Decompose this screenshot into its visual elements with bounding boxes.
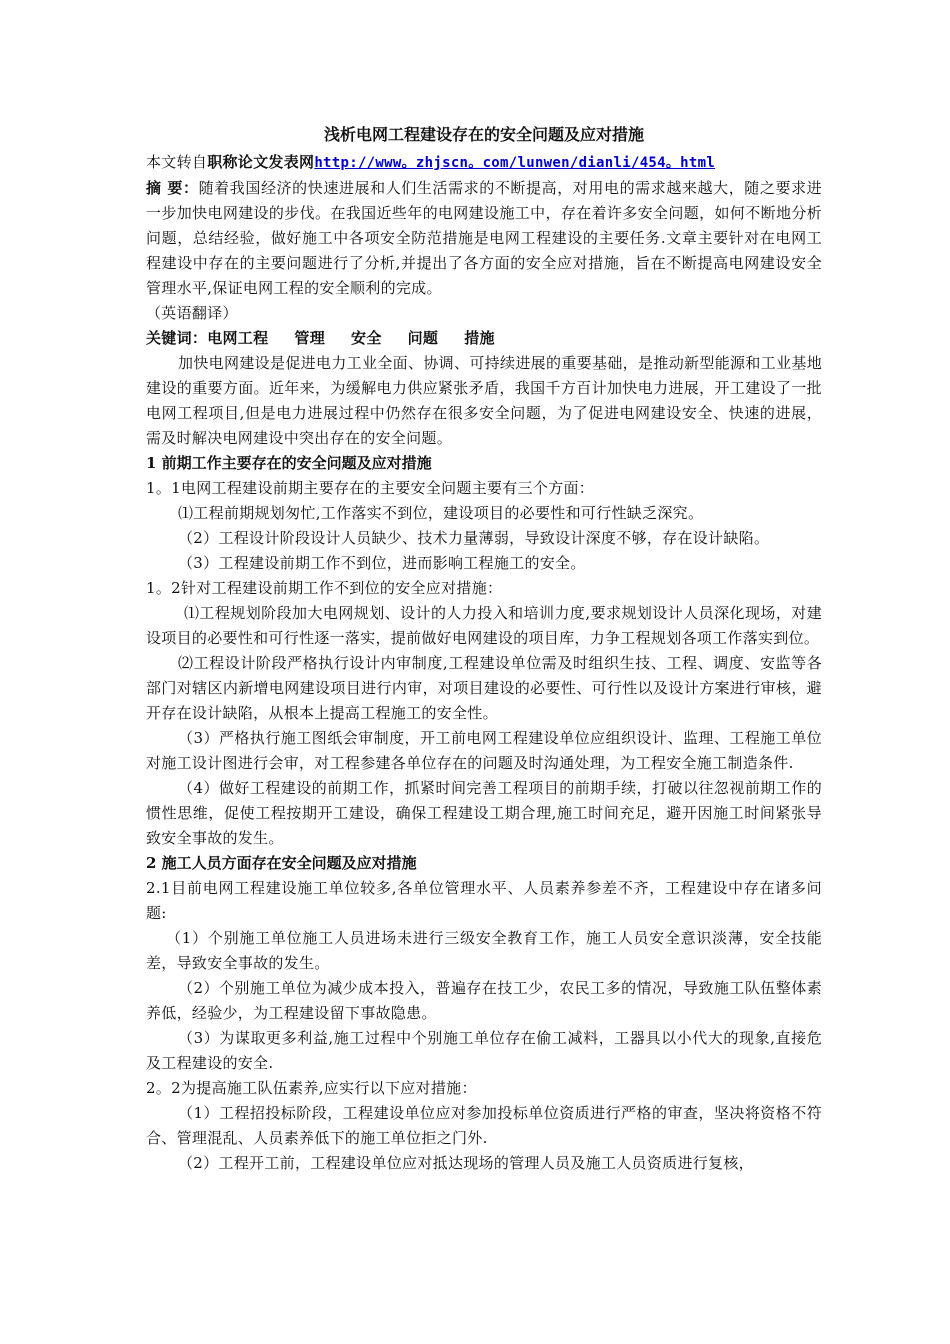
abstract (146, 176, 822, 301)
list-item: （2）个别施工单位为减少成本投入，普遍存在技工少，农民工多的情况，导致施工队伍整体素养低，经验少，为工程建设留下事故隐患。 (146, 979, 822, 1022)
document-title: 浅析电网工程建设存在的安全问题及应对措施 (323, 125, 644, 144)
list-item: （1）工程招投标阶段，工程建设单位应对参加投标单位资质进行严格的审查，坚决将资格不符合、管理混乱、人员素养低下的施工单位拒之门外. (146, 1104, 822, 1147)
list-item: （1）个别施工单位施工人员进场未进行三级安全教育工作，施工人员安全意识淡薄，安全技能差，导致安全事故的发生。 (146, 929, 822, 972)
document-page (146, 122, 822, 1176)
keyword-item: 管理 (294, 329, 326, 347)
keyword-item: 安全 (351, 329, 382, 347)
list-item: ⑴工程前期规划匆忙,工作落实不到位，建设项目的必要性和可行性缺乏深究。 (178, 504, 704, 522)
list-item: ⑵工程设计阶段严格执行设计内审制度,工程建设单位需及时组织生技、工程、调度、安监等各部门对辖区内新增电网建设项目进行内审，对项目建设的必要性、可行性以及设计方案进行审核，避开存在设计缺陷，从根本上提高工程施工的安全性。 (146, 654, 822, 722)
list-item: ⑴工程规划阶段加大电网规划、设计的人力投入和培训力度,要求规划设计人员深化现场，对建设项目的必要性和可行性逐一落实，提前做好电网建设的项目库，力争工程规划各项工作落实到位。 (146, 604, 822, 647)
source-line (146, 150, 822, 176)
source-site: 职称论文发表网 (207, 153, 315, 171)
list-item: （2）工程设计阶段设计人员缺少、技术力量薄弱，导致设计深度不够，存在设计缺陷。 (178, 529, 770, 547)
subsection-heading: 2。2为提高施工队伍素养,应实行以下应对措施： (146, 1079, 477, 1097)
abstract-label: 摘 要： (146, 179, 199, 197)
list-item: （4）做好工程建设的前期工作，抓紧时间完善工程项目的前期手续，打破以往忽视前期工作的惯性思维，促使工程按期开工建设，确保工程建设工期合理,施工时间充足，避开因施工时间紧张导致安全事故的发生。 (146, 779, 822, 847)
section-heading: 1 前期工作主要存在的安全问题及应对措施 (146, 454, 432, 472)
list-item: （2）工程开工前，工程建设单位应对抵达现场的管理人员及施工人员资质进行复核， (178, 1154, 754, 1172)
list-item: （3）工程建设前期工作不到位，进而影响工程施工的安全。 (178, 554, 586, 572)
keyword-item: 电网工程 (207, 329, 269, 347)
keyword-item: 问题 (407, 329, 439, 347)
keyword-item: 措施 (464, 329, 495, 347)
section-heading: 2 施工人员方面存在安全问题及应对措施 (146, 854, 417, 872)
list-item: （3）为谋取更多利益,施工过程中个别施工单位存在偷工减料，工器具以小代大的现象,直接危及工程建设的安全. (146, 1029, 822, 1072)
translation-note: （英语翻译） (146, 304, 238, 322)
keywords-label: 关键词： (146, 329, 208, 347)
abstract-text: 随着我国经济的快速进展和人们生活需求的不断提高，对用电的需求越来越大，随之要求进一步加快电网建设的步伐。在我国近些年的电网建设施工中，存在着许多安全问题，如何不断地分析问题，总结经验，做好施工中各项安全防范措施是电网工程建设的主要任务.文章主要针对在电网工程建设中存在的主要问题进行了分析,并提出了各方面的安全应对措施，旨在不断提高电网建设安全管理水平,保证电网工程的安全顺利的完成。 (146, 179, 822, 297)
list-item: （3）严格执行施工图纸会审制度，开工前电网工程建设单位应组织设计、监理、工程施工单位对施工设计图进行会审，对工程参建各单位存在的问题及时沟通处理，为工程安全施工制造条件. (146, 729, 822, 772)
source-prefix: 本文转自 (146, 153, 208, 171)
subsection-heading: 1。2针对工程建设前期工作不到位的安全应对措施： (146, 579, 503, 597)
intro-paragraph: 加快电网建设是促进电力工业全面、协调、可持续进展的重要基础，是推动新型能源和工业基地建设的重要方面。近年来，为缓解电力供应紧张矛盾，我国千方百计加快电力进展，开工建设了一批电网工程项目,但是电力进展过程中仍然存在很多安全问题，为了促进电网建设安全、快速的进展，需及时解决电网建设中突出存在的安全问题。 (146, 354, 822, 447)
subsection-heading: 1。1电网工程建设前期主要存在的主要安全问题主要有三个方面： (146, 479, 595, 497)
subsection-heading: 2.1目前电网工程建设施工单位较多,各单位管理水平、人员素养参差不齐，工程建设中存在诸多问题: (146, 879, 822, 922)
keywords (146, 326, 822, 351)
source-link[interactable]: http://www。zhjscn。com/lunwen/dianli/454。html (314, 155, 716, 171)
